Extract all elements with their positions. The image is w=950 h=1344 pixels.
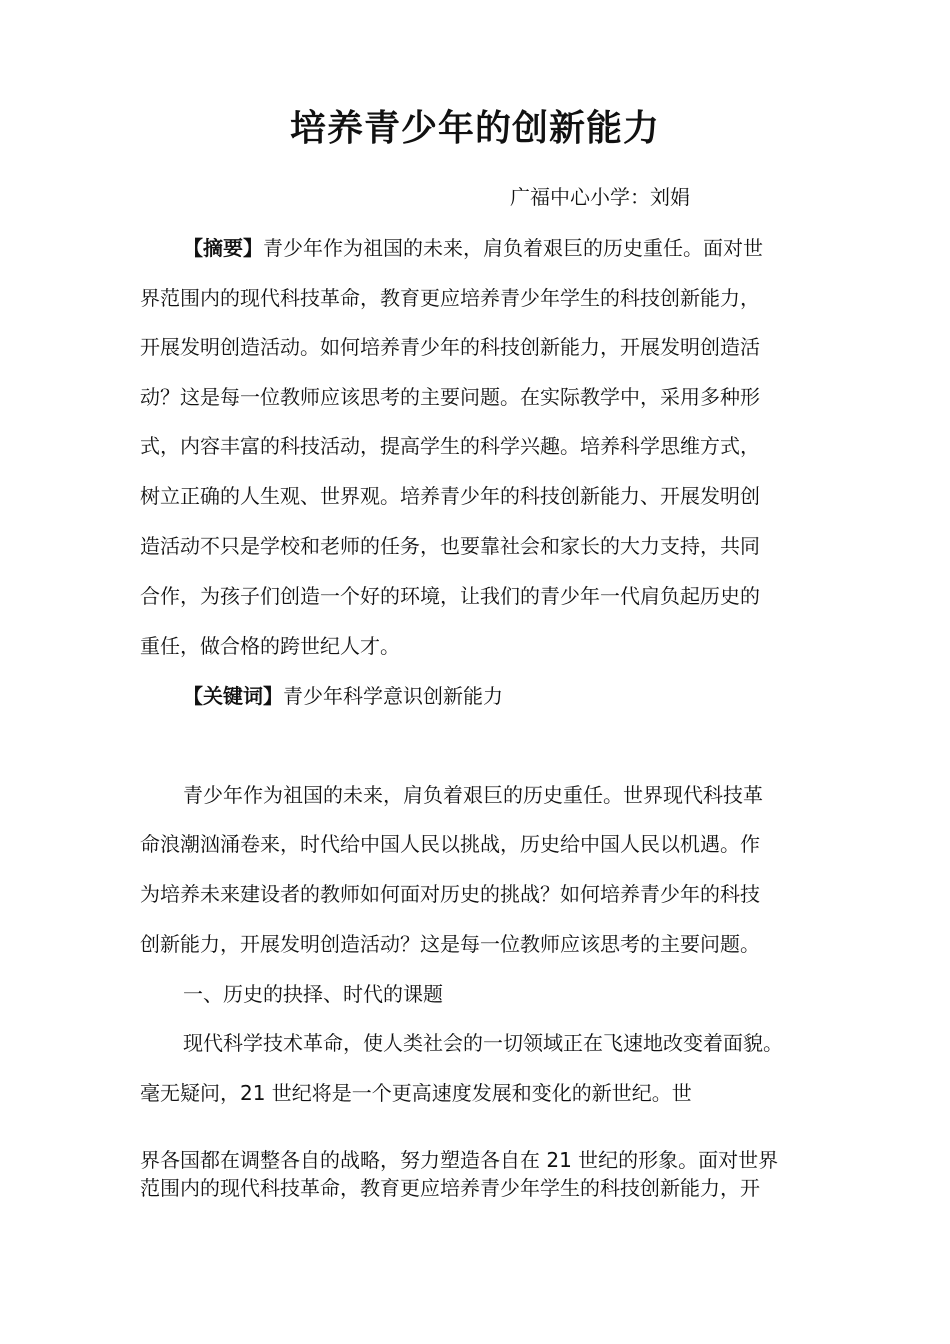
abstract-line: 树立正确的人生观、世界观。培养青少年的科技创新能力、开展发明创 [140, 484, 760, 508]
abstract-line: 动？这是每一位教师应该思考的主要问题。在实际教学中，采用多种形 [140, 385, 760, 409]
abstract-line: 合作，为孩子们创造一个好的环境，让我们的青少年一代肩负起历史的 [140, 584, 760, 608]
abstract-line: 式，内容丰富的科技活动，提高学生的科学兴趣。培养科学思维方式， [140, 434, 760, 458]
abstract-line [183, 234, 763, 262]
abstract-line: 造活动不只是学校和老师的任务，也要靠社会和家长的大力支持，共同 [140, 534, 760, 558]
body-line: 为培养未来建设者的教师如何面对历史的挑战？如何培养青少年的科技 [140, 882, 760, 906]
section-heading: 一、历史的抉择、时代的课题 [183, 982, 443, 1006]
abstract-line: 重任，做合格的跨世纪人才。 [140, 634, 400, 658]
document-title: 培养青少年的创新能力 [289, 108, 660, 149]
abstract-line: 界范围内的现代科技革命，教育更应培养青少年学生的科技创新能力， [140, 286, 760, 310]
body-line: 创新能力，开展发明创造活动？这是每一位教师应该思考的主要问题。 [140, 932, 760, 956]
body-line: 青少年作为祖国的未来，肩负着艰巨的历史重任。世界现代科技革 [183, 783, 763, 807]
abstract-line: 开展发明创造活动。如何培养青少年的科技创新能力，开展发明创造活 [140, 335, 760, 359]
abstract-label: 【摘要】 [183, 236, 263, 260]
keywords-text: 青少年科学意识创新能力 [283, 684, 503, 708]
body-line: 毫无疑问，21 世纪将是一个更高速度发展和变化的新世纪。世 [140, 1081, 692, 1105]
body-line: 界各国都在调整各自的战略，努力塑造各自在 21 世纪的形象。面对世界 [140, 1148, 779, 1172]
body-line: 现代科学技术革命，使人类社会的一切领域正在飞速地改变着面貌。 [183, 1031, 783, 1055]
body-line: 命浪潮汹涌卷来，时代给中国人民以挑战，历史给中国人民以机遇。作 [140, 832, 760, 856]
keywords-line [183, 682, 503, 710]
keywords-label: 【关键词】 [183, 684, 283, 708]
author-line: 广福中心小学：刘娟 [510, 185, 690, 209]
body-line: 范围内的现代科技革命，教育更应培养青少年学生的科技创新能力，开 [140, 1176, 760, 1200]
abstract-text: 青少年作为祖国的未来，肩负着艰巨的历史重任。面对世 [263, 236, 763, 260]
